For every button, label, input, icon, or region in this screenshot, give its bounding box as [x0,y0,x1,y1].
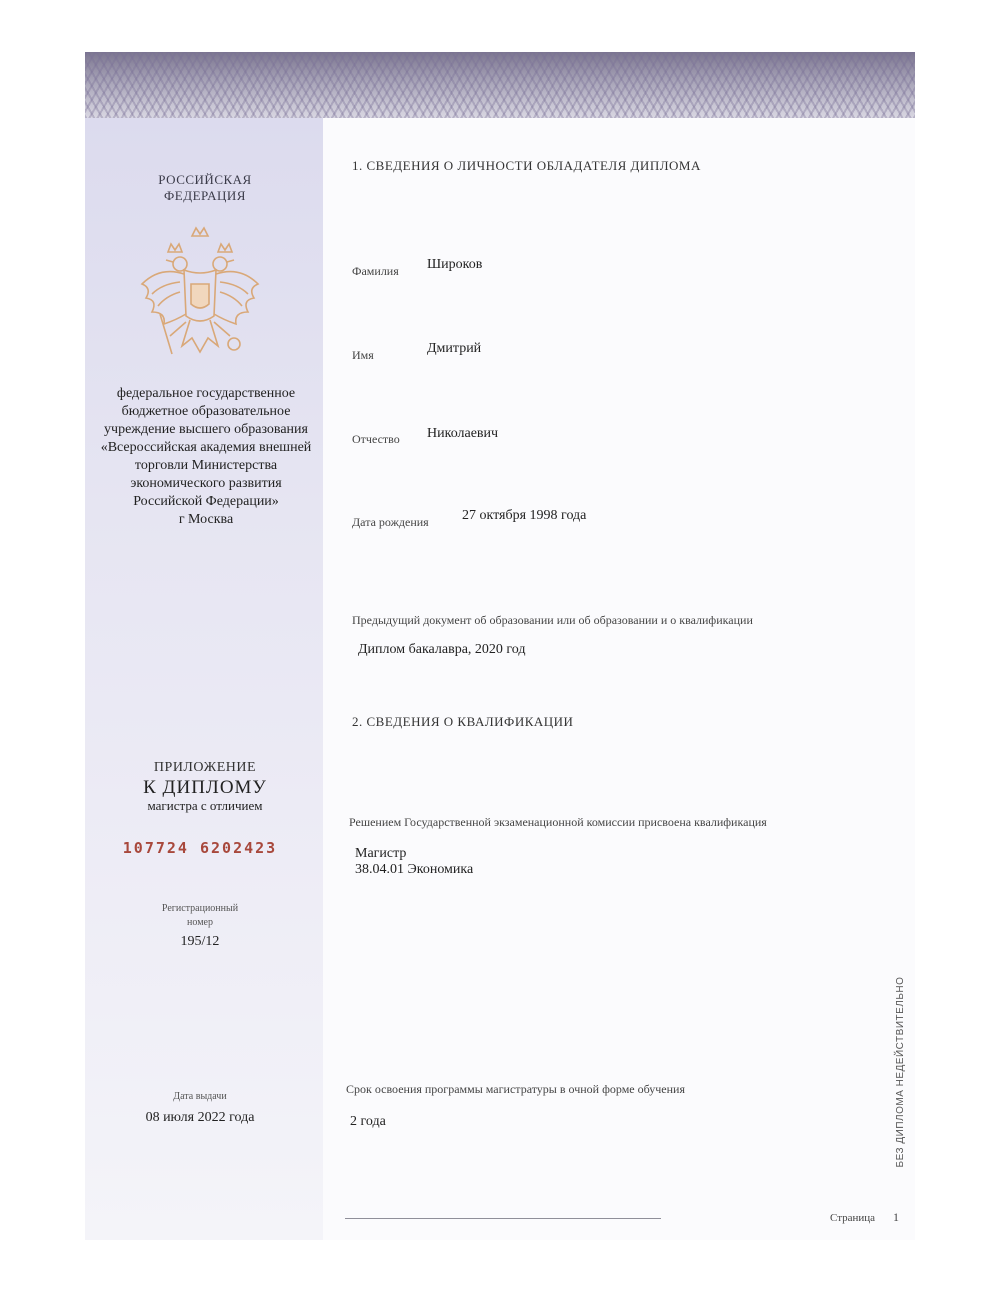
guilloche-border [85,52,915,118]
serial-number: 107724 6202423 [122,839,278,857]
country-line-1: РОССИЙСКАЯ [158,172,252,187]
section-2-title: 2. СВЕДЕНИЯ О КВАЛИФИКАЦИИ [352,714,574,729]
degree-type: магистра с отличием [147,798,263,813]
birth-date-label: Дата рождения [352,515,429,529]
institution-line: бюджетное образовательное [121,404,291,419]
appendix-title: ПРИЛОЖЕНИЕ [153,760,257,775]
institution-line: торговли Министерства [134,458,278,473]
institution-name [80,385,332,529]
patronymic-label: Отчество [352,432,400,446]
page-number: 1 [893,1210,899,1224]
name-value: Дмитрий [427,341,482,356]
qualification-decision-label: Решением Государственной экзаменационной комиссии присвоена квалификация [349,815,767,829]
institution-line: экономического развития [130,476,282,491]
study-duration-value: 2 года [350,1114,386,1129]
registration-label [140,902,260,930]
previous-document-label: Предыдущий документ об образовании или об образовании и о квалификации [352,613,753,627]
study-duration-label: Срок освоения программы магистратуры в очной форме обучения [346,1082,685,1096]
appendix-to-diploma: К ДИПЛОМУ [143,777,267,798]
country-name [110,172,300,204]
institution-line: федеральное государственное [116,386,296,401]
issue-date-label: Дата выдачи [173,1091,227,1102]
surname-value: Широков [427,257,483,272]
specialty-value: 38.04.01 Экономика [355,862,474,877]
previous-document-value: Диплом бакалавра, 2020 год [358,642,526,657]
registration-number: 195/12 [180,934,220,949]
qualification-value: Магистр [355,846,407,861]
name-label: Имя [352,348,374,362]
page-label: Страница [830,1212,876,1224]
institution-line: Российской Федерации» [133,494,279,509]
registration-label-line-1: Регистрационный [161,903,239,914]
coat-of-arms-icon [130,226,270,376]
birth-date-value: 27 октября 1998 года [462,508,587,523]
registration-label-line-2: номер [187,917,213,928]
surname-label: Фамилия [352,264,399,278]
section-1-title: 1. СВЕДЕНИЯ О ЛИЧНОСТИ ОБЛАДАТЕЛЯ ДИПЛОМА [352,158,701,173]
institution-line: «Всероссийская академия внешней [100,440,312,455]
institution-line: учреждение высшего образования [104,422,308,437]
country-line-2: ФЕДЕРАЦИЯ [164,188,246,203]
vertical-validity-note: БЕЗ ДИПЛОМА НЕДЕЙСТВИТЕЛЬНО [895,976,906,1168]
issue-date: 08 июля 2022 года [145,1110,255,1125]
footer-divider [345,1218,661,1219]
institution-line: г Москва [178,512,234,527]
patronymic-value: Николаевич [427,426,499,441]
